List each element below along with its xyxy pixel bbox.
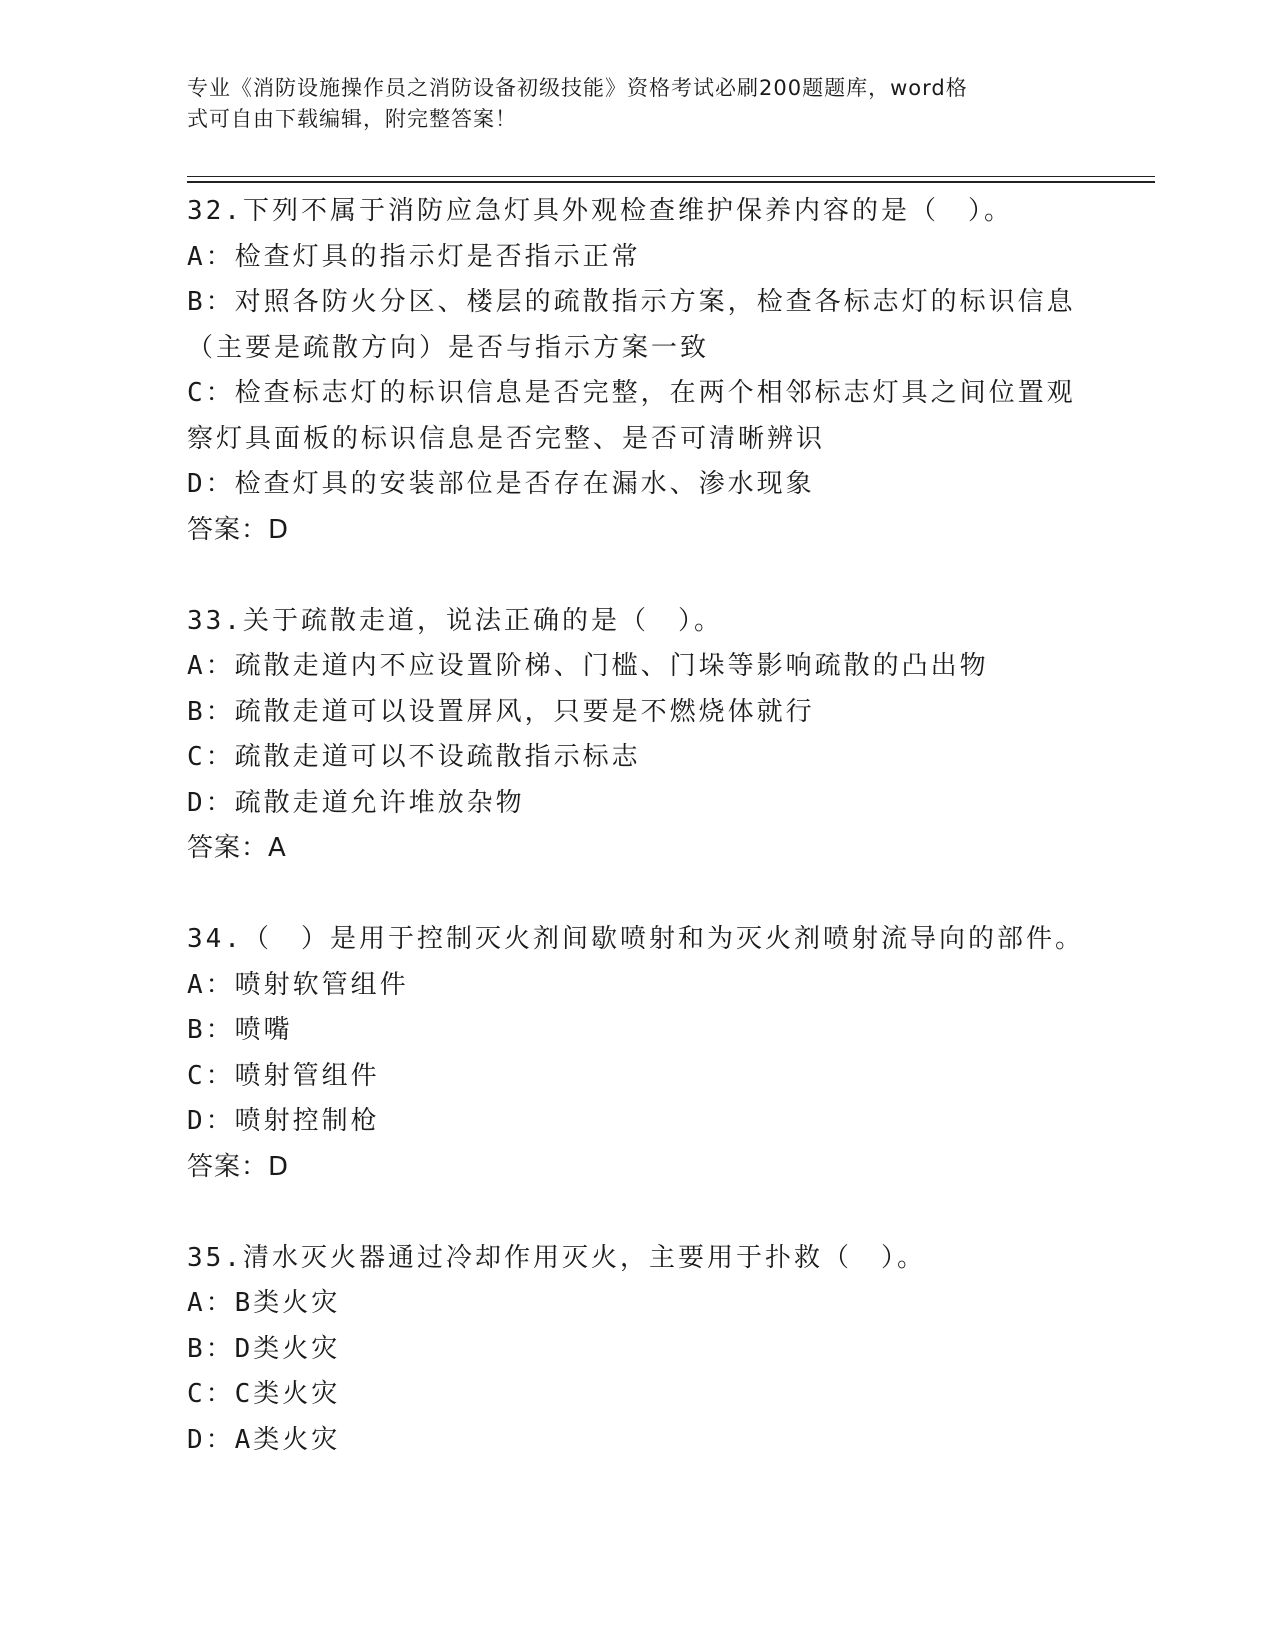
question-list: [187, 189, 1147, 1463]
question-title: 34.（ ）是用于控制灭火剂间歇喷射和为灭火剂喷射流导向的部件。: [187, 924, 1084, 954]
answer-option: A：疏散走道内不应设置阶梯、门槛、门垛等影响疏散的凸出物: [187, 651, 989, 681]
question-title: 35.清水灭火器通过冷却作用灭火，主要用于扑救（ ）。: [187, 1242, 926, 1273]
answer-option: A：检查灯具的指示灯是否指示正常: [187, 241, 641, 272]
answer-option: 察灯具面板的标识信息是否完整、是否可清晰辨识: [187, 423, 826, 454]
answer-option: C：检查标志灯的标识信息是否完整，在两个相邻标志灯具之间位置观: [187, 378, 1076, 408]
question-spacer: [187, 1190, 1147, 1236]
answer-option: （主要是疏散方向）是否与指示方案一致: [187, 332, 710, 363]
header-divider-thin: [187, 176, 1155, 177]
answer-option: D：喷射控制枪: [187, 1106, 380, 1136]
question-title: 32.下列不属于消防应急灯具外观检查维护保养内容的是（ ）。: [187, 196, 1013, 226]
header-line-1: 专业《消防设施操作员之消防设备初级技能》资格考试必刷200题题库，word格: [187, 76, 968, 100]
answer-option: B：喷嘴: [187, 1015, 293, 1045]
answer-option: D：检查灯具的安装部位是否存在漏水、渗水现象: [187, 469, 815, 499]
header-line-2: 式可自由下载编辑，附完整答案！: [187, 107, 517, 131]
document-header: [187, 73, 1067, 135]
question-block: [187, 599, 1147, 872]
answer-option: C：C类火灾: [187, 1379, 341, 1409]
answer-option: B：疏散走道可以设置屏风，只要是不燃烧体就行: [187, 696, 815, 727]
answer-option: C：喷射管组件: [187, 1060, 380, 1091]
answer-option: D：疏散走道允许堆放杂物: [187, 787, 525, 818]
answer-key: 答案：D: [187, 1151, 290, 1182]
answer-option: C：疏散走道可以不设疏散指示标志: [187, 742, 641, 772]
question-spacer: [187, 872, 1147, 918]
answer-key: 答案：A: [187, 833, 287, 863]
answer-option: D：A类火灾: [187, 1424, 341, 1455]
answer-option: A：喷射软管组件: [187, 969, 409, 1000]
question-block: [187, 1236, 1147, 1464]
question-block: [187, 189, 1147, 553]
question-spacer: [187, 553, 1147, 599]
answer-option: A：B类火灾: [187, 1288, 341, 1318]
answer-key: 答案：D: [187, 514, 290, 545]
answer-option: B：对照各防火分区、楼层的疏散指示方案，检查各标志灯的标识信息: [187, 287, 1076, 317]
question-title: 33.关于疏散走道，说法正确的是（ ）。: [187, 605, 723, 636]
answer-option: B：D类火灾: [187, 1333, 341, 1364]
question-block: [187, 917, 1147, 1190]
header-divider-thick: [187, 181, 1155, 183]
